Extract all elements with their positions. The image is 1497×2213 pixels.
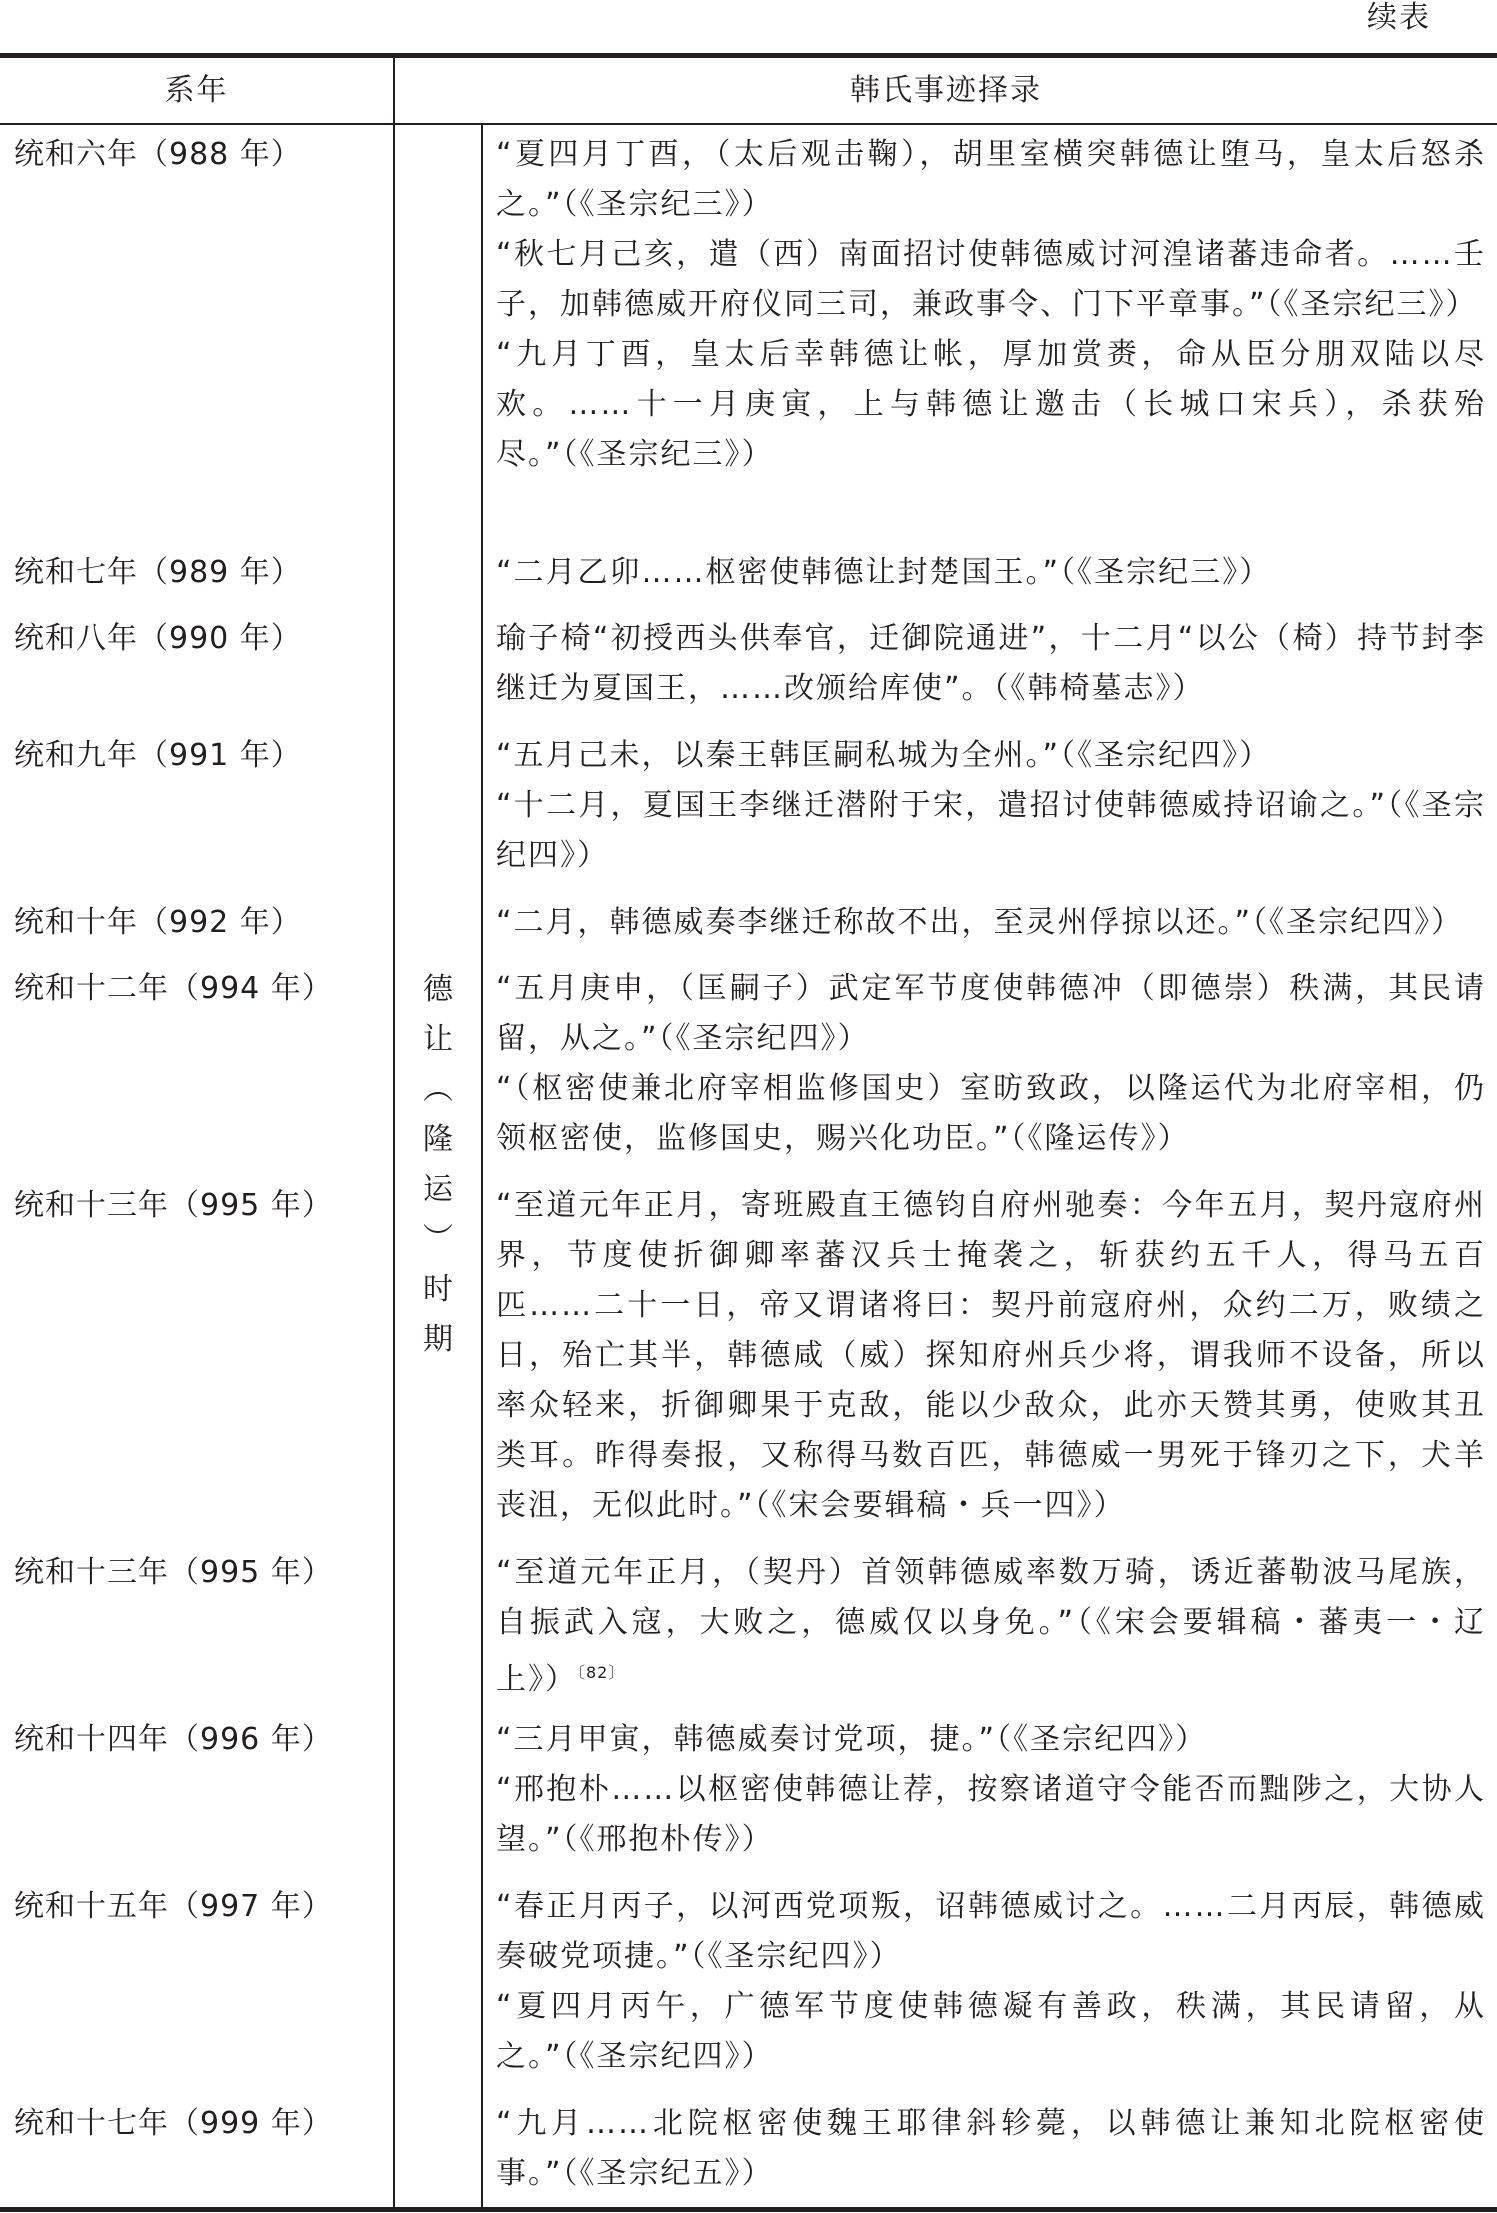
deed-entry: 瑜子椅“初授西头供奉官，迁御院通进”，十二月“以公（椅）持节封李继迁为夏国王，……改颁给库使”。（《韩椅墓志》） [496,621,1486,706]
row-deeds [496,1548,1486,1705]
period-char: 期 [423,1322,453,1357]
deed-entry: “十二月，夏国王李继迁潜附于宋，遣招讨使韩德威持诏谕之。”（《圣宗纪四》） [496,788,1486,873]
period-char: 德 [423,972,453,1007]
deed-entry: “九月……北院枢密使魏王耶律斜轸薨，以韩德让兼知北院枢密使事。”（《圣宗纪五》） [496,2106,1486,2191]
deed-entry: “邢抱朴……以枢密使韩德让荐，按察诸道守令能否而黜陟之，大协人望。”（《邢抱朴传》） [496,1772,1486,1857]
header-rule [0,123,1497,125]
row-deeds [496,1715,1486,1865]
table-bottom-rule [0,2207,1497,2212]
deed-entry: “五月己未，以秦王韩匡嗣私城为全州。”（《圣宗纪四》） [496,738,1272,773]
deed-entry: “至道元年正月，寄班殿直王德钧自府州驰奏：今年五月，契丹寇府州界，节度使折御卿率蕃汉兵士掩袭之，斩获约五千人，得马五百匹……二十一日，帝又谓诸将曰：契丹前寇府州，众约二万，败绩之日，殆亡其半，韩德咸（威）探知府州兵少将，谓我师不设备，所以率众轻来，折御卿果于克敌，能以少敌众，此亦天赞其勇，使败其丑类耳。昨得奏报，又称得马数百匹，韩德威一男死于锋刃之下，犬羊丧沮，无似此时。”（《宋会要辑稿・兵一四》） [496,1188,1486,1523]
period-char: 隆 [423,1122,453,1157]
deed-text: “至道元年正月，（契丹）首领韩德威率数万骑，诱近蕃勒波马尾族，自振武入寇，大败之，德威仅以身免。”（《宋会要辑稿・蕃夷一・辽上》） [496,1555,1486,1697]
row-year: 统和十三年（995 年） [14,1188,333,1223]
column-divider-period [481,124,483,2208]
deed-entry: “春正月丙子，以河西党项叛，诏韩德威讨之。……二月丙辰，韩德威奏破党项捷。”（《圣宗纪四》） [496,1889,1486,1974]
period-char: 运 [423,1172,453,1207]
deed-entry: “五月庚申，（匡嗣子）武定军节度使韩德冲（即德崇）秩满，其民请留，从之。”（《圣宗纪四》） [496,971,1486,1056]
footnote-ref: 〔82〕 [577,1663,626,1682]
deed-entry: “（枢密使兼北府宰相监修国史）室昉致政，以隆运代为北府宰相，仍领枢密使，监修国史，赐兴化功臣。”（《隆运传》） [496,1071,1486,1156]
row-deeds [496,1882,1486,2082]
deed-entry: “二月，韩德威奏李继迁称故不出，至灵州俘掠以还。”（《圣宗纪四》） [496,905,1464,940]
row-deeds [496,614,1486,714]
row-deeds [496,898,1486,948]
row-year: 统和十五年（997 年） [14,1889,333,1924]
row-year: 统和十二年（994 年） [14,971,333,1006]
row-deeds [496,130,1486,480]
row-year: 统和十三年（995 年） [14,1555,333,1590]
period-char: ︶ [423,1222,453,1257]
row-deeds [496,1181,1486,1531]
deed-entry [496,1548,1486,1705]
row-deeds [496,2099,1486,2199]
row-deeds [496,731,1486,881]
deed-entry: “九月丁酉，皇太后幸韩德让帐，厚加赏赉，命从臣分朋双陆以尽欢。……十一月庚寅，上与韩德让邀击（长城口宋兵），杀获殆尽。”（《圣宗纪三》） [496,337,1486,472]
row-year: 统和十七年（999 年） [14,2106,333,2141]
row-year: 统和八年（990 年） [14,621,302,656]
row-year: 统和六年（988 年） [14,137,302,172]
deed-entry: “二月乙卯……枢密使韩德让封楚国王。”（《圣宗纪三》） [496,555,1272,590]
row-year: 统和七年（989 年） [14,555,302,590]
period-char: 时 [423,1272,453,1307]
deed-entry: “秋七月己亥，遣（西）南面招讨使韩德威讨河湟诸蕃违命者。……壬子，加韩德威开府仪同三司，兼政事令、门下平章事。”（《圣宗纪三》） [496,237,1486,322]
deed-entry: “三月甲寅，韩德威奏讨党项，捷。”（《圣宗纪四》） [496,1722,1208,1757]
period-char: 让 [423,1022,453,1057]
header-year: 系年 [164,73,229,108]
row-year: 统和九年（991 年） [14,738,302,773]
header-deeds: 韩氏事迹择录 [850,73,1042,108]
row-year: 统和十四年（996 年） [14,1722,333,1757]
period-char: ︵ [423,1072,453,1107]
period-label [395,965,481,1365]
row-deeds [496,964,1486,1164]
continued-table-caption: 续表 [1367,0,1431,35]
row-deeds [496,548,1486,598]
row-year: 统和十年（992 年） [14,905,302,940]
deed-entry: “夏四月丁酉，（太后观击鞠），胡里室横突韩德让堕马，皇太后怒杀之。”（《圣宗纪三》） [496,137,1486,222]
deed-entry: “夏四月丙午，广德军节度使韩德凝有善政，秩满，其民请留，从之。”（《圣宗纪四》） [496,1989,1486,2074]
